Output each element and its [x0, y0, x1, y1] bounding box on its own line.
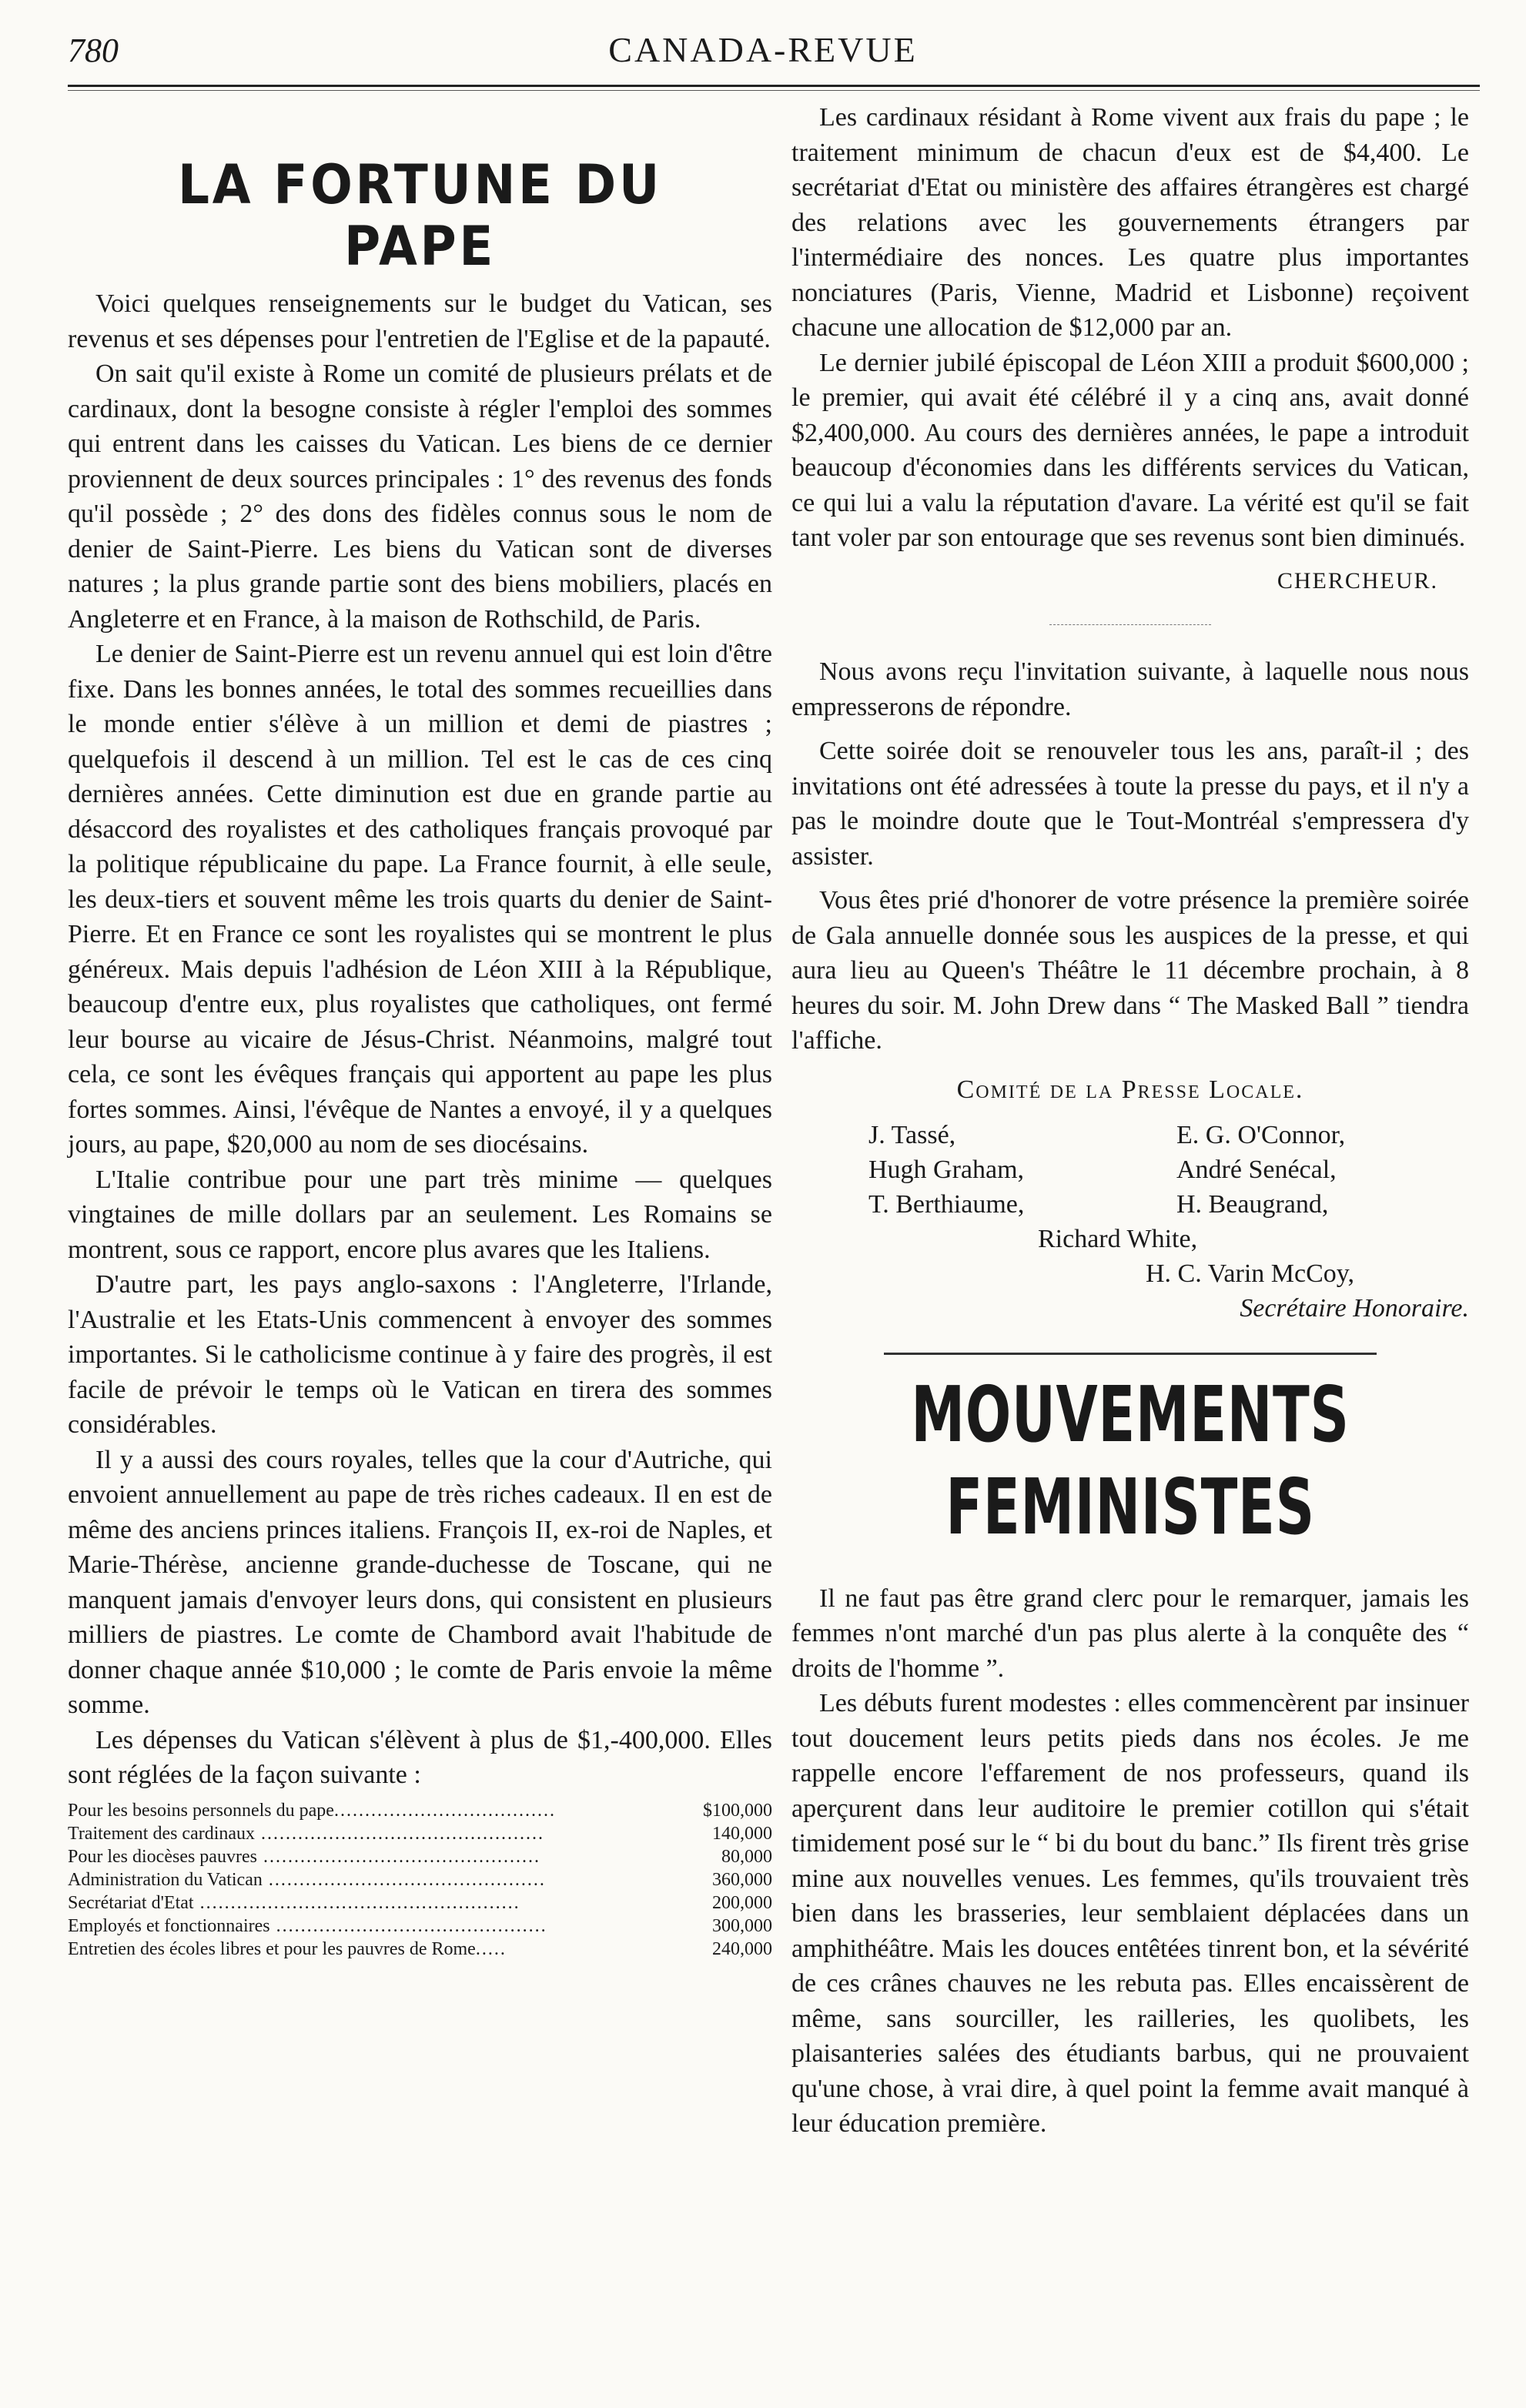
- budget-label: Administration du Vatican .............................................: [68, 1869, 546, 1890]
- committee-member: André Senécal,: [1176, 1156, 1337, 1184]
- header-rule-thin: [68, 90, 1480, 91]
- budget-row: [68, 1868, 772, 1891]
- budget-amount: 140,000: [712, 1823, 772, 1844]
- running-head: CANADA-REVUE: [608, 30, 918, 69]
- committee-member: T. Berthiaume,: [868, 1190, 1025, 1219]
- paragraph: Le dernier jubilé épiscopal de Léon XIII a produit $600,000 ; le premier, qui avait été célébré il y a cinq ans, avait donné $2,400,000. Au cours des dernières années, le pape a introduit beaucoup d'économies dans les différents services du Vatican, ce qui lui a valu la réputation d'avare. La vérité est qu'il se fait tant voler par son entourage que ses revenus sont bien diminués.: [791, 348, 1469, 552]
- paragraph: Nous avons reçu l'invitation suivante, à laquelle nous nous empresserons de répondre.: [791, 657, 1469, 721]
- committee-names: [791, 1118, 1469, 1222]
- paragraph: On sait qu'il existe à Rome un comité de plusieurs prélats et de cardinaux, dont la besogne consiste à régler l'emploi des sommes qui entrent dans les caisses du Vatican. Les biens de ce dernier proviennent de deux sources principales : 1° des revenus des fonds qu'il possède ; 2° des dons des fidèles connus sous le nom de denier de Saint-Pierre. Les biens du Vatican sont de diverses natures ; la plus grande partie sont des biens mobiliers, placés en Angleterre et en France, à la maison de Rothschild, de Paris.: [68, 360, 772, 634]
- budget-amount: 360,000: [712, 1869, 772, 1890]
- author-signature: CHERCHEUR.: [1277, 567, 1438, 594]
- budget-label: Employés et fonctionnaires ............................................: [68, 1915, 547, 1936]
- paragraph: Les débuts furent modestes : elles commencèrent par insinuer tout doucement leurs petits pieds dans nos écoles. Je me rappelle encore l'effarement de nos professeurs, quand ils aperçurent dans leur auditoire le premier cotillon qui s'était timidement posé sur le “ bi du bout du banc.” Ils firent très grise mine aux nouvelles venues. Les femmes, qu'ils trouvaient très bien dans les brasseries, leur semblaient déplacées dans un amphithéâtre. Mais les douces entêtées tinrent bon, et la sévérité de ces crânes chauves ne les rebuta pas. Elles encaissèrent de même, sans sourciller, les railleries, les quolibets, les plaisanteries salées des étudiants barbus, qui ne prouvaient qu'une chose, à vrai dire, à quel point la femme avait manqué à leur éducation première.: [791, 1689, 1469, 2138]
- committee-member: Richard White,: [1038, 1225, 1198, 1253]
- paragraph: Vous êtes prié d'honorer de votre présence la première soirée de Gala annuelle donnée sous les auspices de la presse, et qui aura lieu au Queen's Théâtre le 11 décembre prochain, à 8 heures du soir. M. John Drew dans “ The Masked Ball ” tiendra l'affiche.: [791, 886, 1469, 1055]
- budget-label: Pour les besoins personnels du pape....................................: [68, 1800, 556, 1821]
- paragraph: Les dépenses du Vatican s'élèvent à plus de $1,-400,000. Elles sont réglées de la façon suivante :: [68, 1725, 772, 1789]
- budget-row: [68, 1938, 772, 1961]
- budget-amount: 80,000: [721, 1846, 772, 1867]
- budget-label: Entretien des écoles libres et pour les pauvres de Rome.....: [68, 1938, 507, 1959]
- committee-member: Hugh Graham,: [868, 1156, 1025, 1184]
- secretary-title: Secrétaire Honoraire.: [1240, 1294, 1469, 1323]
- paragraph: Voici quelques renseignements sur le budget du Vatican, ses revenus et ses dépenses pour l'entretien de l'Eglise et de la papauté.: [68, 289, 772, 353]
- committee-member: H. C. Varin McCoy,: [1146, 1259, 1355, 1288]
- budget-amount: 300,000: [712, 1915, 772, 1936]
- budget-label: Traitement des cardinaux ..............................................: [68, 1823, 545, 1844]
- paragraph: Les cardinaux résidant à Rome vivent aux frais du pape ; le traitement minimum de chacun d'eux est de $4,400. Le secrétariat d'Etat ou ministère des affaires étrangères est chargé des relations avec les gouvernements étrangers par l'intermédiaire des nonces. Les quatre plus importantes nonciatures (Paris, Vienne, Madrid et Lisbonne) reçoivent chacune une allocation de $12,000 par an.: [791, 103, 1469, 342]
- budget-label: Pour les diocèses pauvres .............................................: [68, 1846, 540, 1867]
- left-column: [68, 100, 772, 1961]
- page-number: 780: [68, 32, 119, 69]
- budget-label: Secrétariat d'Etat ....................................................: [68, 1892, 520, 1913]
- budget-table: [68, 1799, 772, 1961]
- budget-row: [68, 1822, 772, 1845]
- committee-member: E. G. O'Connor,: [1176, 1121, 1346, 1149]
- article-title-feministes: MOUVEMENTS FEMINISTES: [911, 1369, 1350, 1552]
- budget-row: [68, 1799, 772, 1822]
- paragraph: Il ne faut pas être grand clerc pour le remarquer, jamais les femmes n'ont marché d'un pas plus alerte à la conquête des “ droits de l'homme ”.: [791, 1584, 1469, 1683]
- paragraph: Cette soirée doit se renouveler tous les ans, paraît-il ; des invitations ont été adressées à toute la presse du pays, et il n'y a pas le moindre doute que le Tout-Montréal s'empressera d'y assister.: [791, 737, 1469, 871]
- paragraph: Le denier de Saint-Pierre est un revenu annuel qui est loin d'être fixe. Dans les bonnes années, le total des sommes recueillies dans le monde entier s'élève à un million et demi de piastres ; quelquefois il descend à un million. Tel est le cas de ces cinq dernières années. Cette diminution est due en grande partie au désaccord des royalistes et des catholiques français provoqué par la politique républicaine du pape. La France fournit, à elle seule, les deux-tiers et souvent même les trois quarts du denier de Saint-Pierre. Et en France ce sont les royalistes qui se montrent le plus généreux. Mais depuis l'adhésion de Léon XIII à la République, beaucoup d'entre eux, plus royalistes que catholiques, ont fermé leur bourse au vicaire de Jésus-Christ. Néanmoins, malgré tout cela, ce sont les évêques français qui apportent au pape les plus fortes sommes. Ainsi, l'évêque de Nantes a envoyé, il y a quelques jours, au pape, $20,000 au nom de ses diocésains.: [68, 640, 772, 1159]
- right-column: [791, 100, 1469, 2142]
- section-separator: [1049, 624, 1211, 625]
- section-rule: [884, 1353, 1377, 1355]
- budget-amount: 240,000: [712, 1938, 772, 1959]
- budget-row: [68, 1845, 772, 1868]
- budget-amount: 200,000: [712, 1892, 772, 1913]
- budget-row: [68, 1915, 772, 1938]
- committee-member: H. Beaugrand,: [1176, 1190, 1329, 1219]
- article-title-fortune: LA FORTUNE DU PAPE: [178, 153, 662, 278]
- paragraph: Il y a aussi des cours royales, telles que la cour d'Autriche, qui envoient annuellement au pape de très riches cadeaux. Il en est de même des anciens princes italiens. François II, ex-roi de Naples, et Marie-Thérèse, ancienne grande-duchesse de Toscane, qui ne manquent jamais d'envoyer leurs dons, qui consistent en plusieurs milliers de piastres. Le comte de Chambord avait l'habitude de donner chaque année $10,000 ; le comte de Paris envoie la même somme.: [68, 1445, 772, 1719]
- paragraph: L'Italie contribue pour une part très minime — quelques vingtaines de mille dollars par an seulement. Les Romains se montrent, sous ce rapport, encore plus avares que les Italiens.: [68, 1165, 772, 1264]
- header-rule: [68, 85, 1480, 87]
- paragraph: D'autre part, les pays anglo-saxons : l'Angleterre, l'Irlande, l'Australie et les Etats-Unis commencent à envoyer des sommes importantes. Si le catholicisme continue à y faire des progrès, il est facile de prévoir le temps où le Vatican en tirera des sommes considérables.: [68, 1270, 772, 1439]
- budget-amount: $100,000: [703, 1800, 772, 1821]
- committee-heading: Comité de la Presse Locale.: [956, 1075, 1304, 1104]
- committee-member: J. Tassé,: [868, 1121, 956, 1149]
- budget-row: [68, 1891, 772, 1915]
